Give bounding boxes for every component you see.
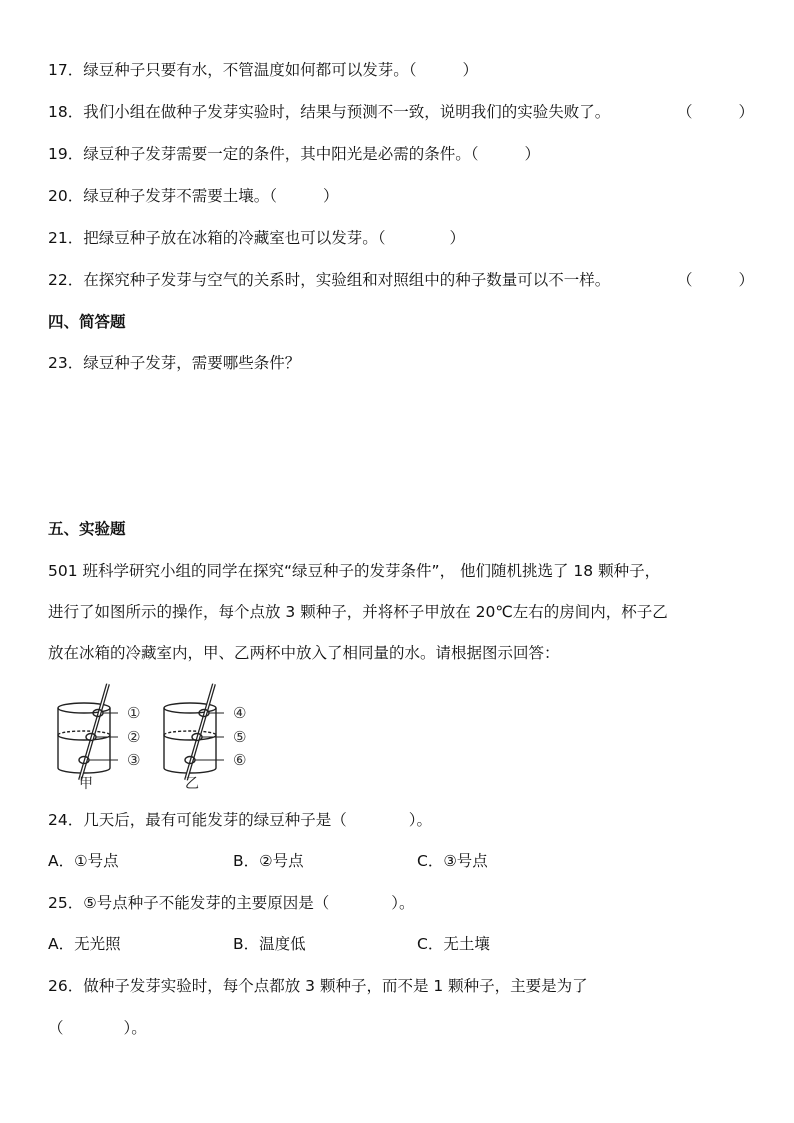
option-c[interactable] <box>417 851 488 871</box>
question-stem: 号点种子不能发芽的主要原因是（ <box>96 894 330 912</box>
question-22 <box>48 270 754 290</box>
answer-close: ） <box>738 271 754 289</box>
question-circle-number: ⑤ <box>83 894 97 912</box>
answer-close: ） <box>462 61 479 79</box>
cup-b-label: 乙 <box>185 776 199 792</box>
answer-open: （ <box>676 103 693 121</box>
question-stem-end: ）。 <box>408 811 433 829</box>
marker-6: ⑥ <box>233 751 247 769</box>
option-letter: C． <box>417 935 444 953</box>
answer-open: （ <box>470 145 479 163</box>
cup-b <box>164 684 224 780</box>
option-b[interactable] <box>233 851 304 871</box>
question-25 <box>48 893 754 913</box>
option-c[interactable] <box>417 934 490 954</box>
marker-2: ② <box>127 728 141 746</box>
section-heading-short-answer: 四、简答题 <box>48 313 126 331</box>
marker-5: ⑤ <box>233 728 247 746</box>
marker-4: ④ <box>233 704 247 722</box>
option-letter: C． <box>417 852 444 870</box>
answer-close: ）。 <box>123 1019 147 1037</box>
question-number: 21 <box>48 229 68 247</box>
question-number: 22 <box>48 271 68 289</box>
question-21 <box>48 228 754 248</box>
option-letter: A． <box>48 852 75 870</box>
answer-open: （ <box>269 187 278 205</box>
option-circle-number: ① <box>74 852 88 870</box>
question-stem: 几天后，最有可能发芽的绿豆种子是（ <box>83 811 347 829</box>
question-number: 25 <box>48 894 68 912</box>
num-sep: ． <box>67 811 84 829</box>
spacer <box>610 270 677 290</box>
question-text: 在探究种子发芽与空气的关系时，实验组和对照组中的种子数量可以不一样。 <box>83 271 611 289</box>
option-circle-number: ③ <box>443 852 457 870</box>
answer-blank[interactable] <box>692 102 738 122</box>
question-17 <box>48 60 754 80</box>
num-sep: ． <box>67 61 84 79</box>
question-23 <box>48 353 754 373</box>
spacer <box>610 102 677 122</box>
answer-open: （ <box>408 61 417 79</box>
answer-blank[interactable] <box>692 270 738 290</box>
num-sep: ． <box>67 977 84 995</box>
question-18 <box>48 102 754 122</box>
experiment-figure <box>52 680 252 796</box>
answer-open: （ <box>377 229 386 247</box>
question-text: 做种子发芽实验时，每个点都放 3 颗种子，而不是 1 颗种子，主要是为了 <box>83 977 588 995</box>
intro-line-1: 501 班科学研究小组的同学在探究“绿豆种子的发芽条件”， 他们随机挑选了 18 颗种子， <box>48 562 661 580</box>
num-sep: ． <box>67 103 84 121</box>
answer-open: （ <box>676 271 693 289</box>
num-sep: ． <box>67 145 84 163</box>
marker-3: ③ <box>127 751 141 769</box>
question-text: 绿豆种子发芽不需要土壤。 <box>83 187 270 205</box>
question-number: 20 <box>48 187 68 205</box>
intro-line-2: 进行了如图所示的操作，每个点放 3 颗种子，并将杯子甲放在 20℃左右的房间内，杯子乙 <box>48 603 668 621</box>
option-b[interactable] <box>233 934 306 954</box>
option-circle-number: ② <box>259 852 273 870</box>
option-text: 无光照 <box>74 935 121 953</box>
question-26 <box>48 976 754 996</box>
question-number: 19 <box>48 145 68 163</box>
question-text: 把绿豆种子放在冰箱的冷藏室也可以发芽。 <box>83 229 378 247</box>
option-text: 号点 <box>456 852 488 870</box>
option-a[interactable] <box>48 934 121 954</box>
answer-close: ） <box>738 103 754 121</box>
question-text: 绿豆种子发芽，需要哪些条件？ <box>83 354 301 372</box>
section-heading-experiment: 五、实验题 <box>48 520 126 538</box>
option-letter: B． <box>233 935 260 953</box>
question-text: 绿豆种子发芽需要一定的条件，其中阳光是必需的条件。 <box>83 145 471 163</box>
question-stem-end: ）。 <box>391 894 415 912</box>
answer-close: ） <box>524 145 541 163</box>
question-number: 26 <box>48 977 68 995</box>
answer-close: ） <box>449 229 466 247</box>
intro-line-3: 放在冰箱的冷藏室内，甲、乙两杯中放入了相同量的水。请根据图示回答： <box>48 644 560 662</box>
question-24 <box>48 810 754 830</box>
question-text: 绿豆种子只要有水，不管温度如何都可以发芽。 <box>83 61 409 79</box>
question-body <box>48 270 610 290</box>
num-sep: ． <box>67 354 84 372</box>
num-sep: ． <box>67 187 84 205</box>
num-sep: ． <box>67 271 84 289</box>
option-text: 无土壤 <box>443 935 490 953</box>
option-letter: B． <box>233 852 260 870</box>
answer-close: ） <box>323 187 339 205</box>
answer-open: （ <box>48 1019 64 1037</box>
question-body <box>48 102 610 122</box>
question-number: 23 <box>48 354 68 372</box>
option-a[interactable] <box>48 851 119 871</box>
question-number: 18 <box>48 103 68 121</box>
q25-options <box>48 934 548 954</box>
option-text: 温度低 <box>259 935 306 953</box>
question-number: 17 <box>48 61 68 79</box>
option-text: 号点 <box>272 852 304 870</box>
question-26-answer-line <box>48 1018 754 1038</box>
question-20 <box>48 186 754 206</box>
option-letter: A． <box>48 935 75 953</box>
question-text: 我们小组在做种子发芽实验时，结果与预测不一致，说明我们的实验失败了。 <box>83 103 611 121</box>
question-number: 24 <box>48 811 68 829</box>
num-sep: ． <box>67 229 84 247</box>
cup-a <box>58 684 118 780</box>
marker-1: ① <box>127 704 141 722</box>
question-19 <box>48 144 754 164</box>
cup-a-label: 甲 <box>79 776 93 792</box>
num-sep: ． <box>67 894 84 912</box>
q24-options <box>48 851 548 871</box>
option-text: 号点 <box>87 852 119 870</box>
